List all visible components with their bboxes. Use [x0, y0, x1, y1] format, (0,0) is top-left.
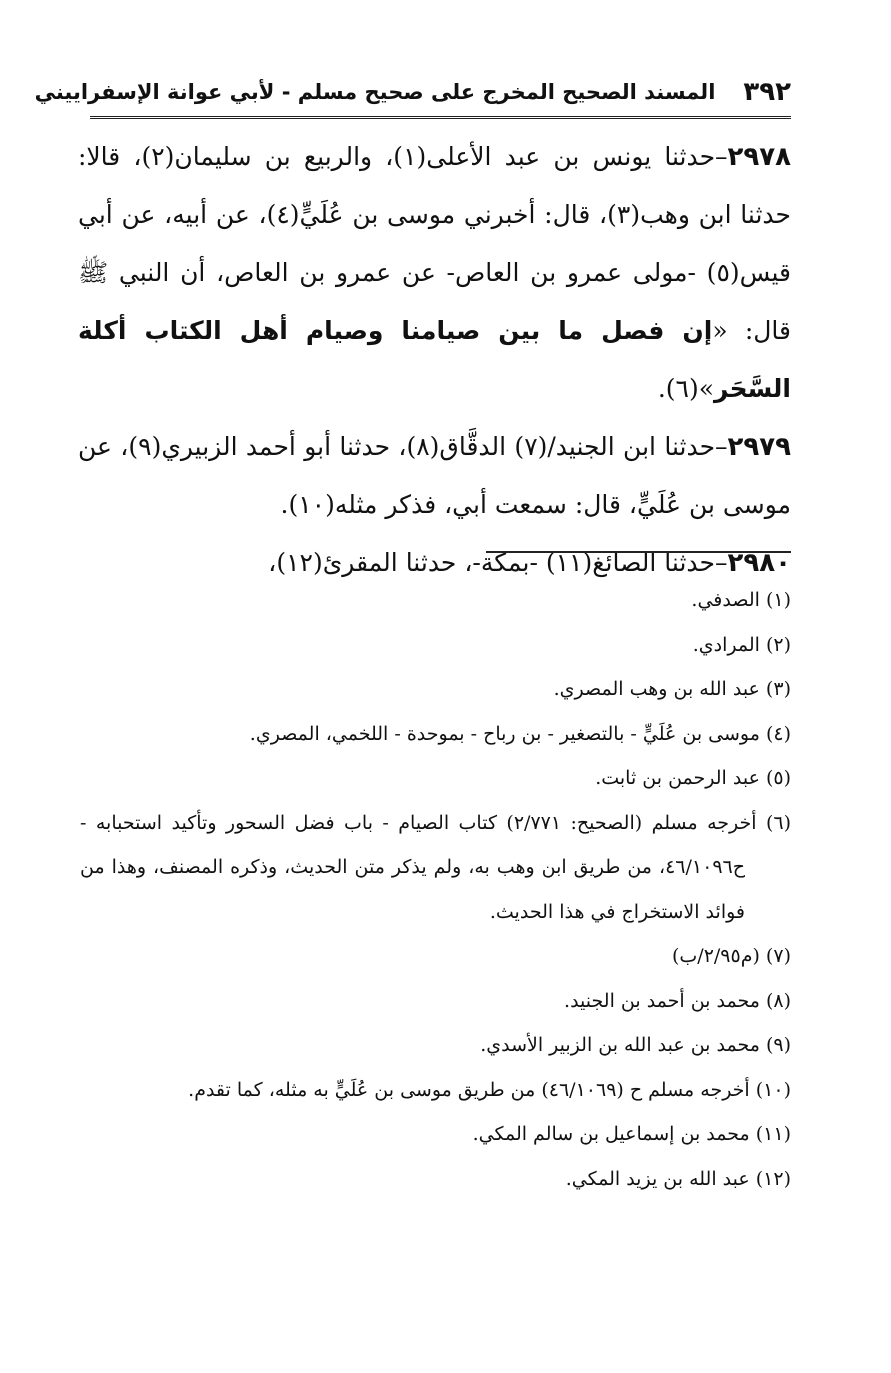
page-header — [34, 72, 791, 119]
hadith-2978: ٢٩٧٨–حدثنا يونس بن عبد الأعلى(١)، والربيع بن سليمان(٢)، قالا: حدثنا ابن وهب(٣)، قال: أخبرني موسى بن عُلَيٍّ(٤)، عن أبيه، عن أبي قيس(٥) -مولى عمرو بن العاص- عن عمرو بن العاص، أن النبي ﷺ قال: «إن فصل ما بين صيامنا وصيام أهل الكتاب أكلة السَّحَر»(٦). — [78, 142, 792, 403]
footnote-6: (٦) أخرجه مسلم (الصحيح: ٢/٧٧١) كتاب الصيام - باب فضل السحور وتأكيد استحبابه - ح٤٦/١٠٩٦، من طريق ابن وهب به، ولم يذكر متن الحديث، وذكره المصنف، وهذا من فوائد الاستخراج في هذا الحديث. — [80, 811, 791, 923]
running-title: المسند الصحيح المخرج على صحيح مسلم - لأبي عوانة الإسفراييني — [34, 80, 716, 104]
hadith-text: حدثنا يونس بن عبد الأعلى(١)، والربيع بن سليمان(٢)، قالا: حدثنا ابن وهب(٣)، قال: أخبرني موسى بن عُلَيٍّ(٤)، عن أبيه، عن أبي قيس(٥) -مولى عمرو بن العاص- عن عمرو بن العاص، أن النبي ﷺ قال: « — [78, 142, 792, 345]
footnote-11: (١١) محمد بن إسماعيل بن سالم المكي. — [472, 1123, 791, 1145]
hadith-2979: ٢٩٧٩–حدثنا ابن الجنيد/(٧) الدقَّاق(٨)، حدثنا أبو أحمد الزبيري(٩)، عن موسى بن عُلَيٍّ، قال: سمعت أبي، فذكر مثله(١٠). — [78, 432, 792, 519]
footnotes — [80, 578, 791, 1201]
footnote-1: (١) الصدفي. — [691, 589, 791, 611]
hadith-number: ٢٩٨٠ — [727, 548, 791, 578]
page-number: ٣٩٢ — [743, 77, 791, 107]
main-text — [78, 128, 791, 592]
footnote-2: (٢) المرادي. — [692, 633, 791, 656]
footnote-12: (١٢) عبد الله بن يزيد المكي. — [565, 1167, 791, 1190]
footnote-separator — [486, 551, 791, 553]
hadith-number: ٢٩٧٨ — [727, 142, 792, 172]
footnote-4: (٤) موسى بن عُلَيٍّ - بالتصغير - بن رباح - بموحدة - اللخمي، المصري. — [249, 722, 791, 745]
hadith-tail: »(٦). — [657, 374, 715, 403]
footnote-5: (٥) عبد الرحمن بن ثابت. — [595, 767, 791, 789]
footnote-7: (٧) (م٢/٩٥/ب) — [671, 945, 791, 967]
footnote-8: (٨) محمد بن أحمد بن الجنيد. — [564, 989, 791, 1012]
hadith-number: ٢٩٧٩ — [727, 432, 792, 462]
hadith-text: حدثنا الصائغ(١١) -بمكة-، حدثنا المقرئ(١٢)، — [268, 548, 716, 577]
hadith-2980: ٢٩٨٠–حدثنا الصائغ(١١) -بمكة-، حدثنا المقرئ(١٢)، — [268, 548, 791, 578]
hadith-text: حدثنا ابن الجنيد/(٧) الدقَّاق(٨)، حدثنا أبو أحمد الزبيري(٩)، عن موسى بن عُلَيٍّ، قال: سمعت أبي، فذكر مثله(١٠). — [78, 432, 791, 519]
footnote-9: (٩) محمد بن عبد الله بن الزبير الأسدي. — [480, 1034, 791, 1056]
footnote-10: (١٠) أخرجه مسلم ح (٤٦/١٠٦٩) من طريق موسى بن عُلَيٍّ به مثله، كما تقدم. — [188, 1078, 791, 1101]
footnote-3: (٣) عبد الله بن وهب المصري. — [553, 678, 791, 700]
hadith-quote: إن فصل ما بين صيامنا وصيام أهل الكتاب أكلة السَّحَر — [78, 316, 791, 403]
